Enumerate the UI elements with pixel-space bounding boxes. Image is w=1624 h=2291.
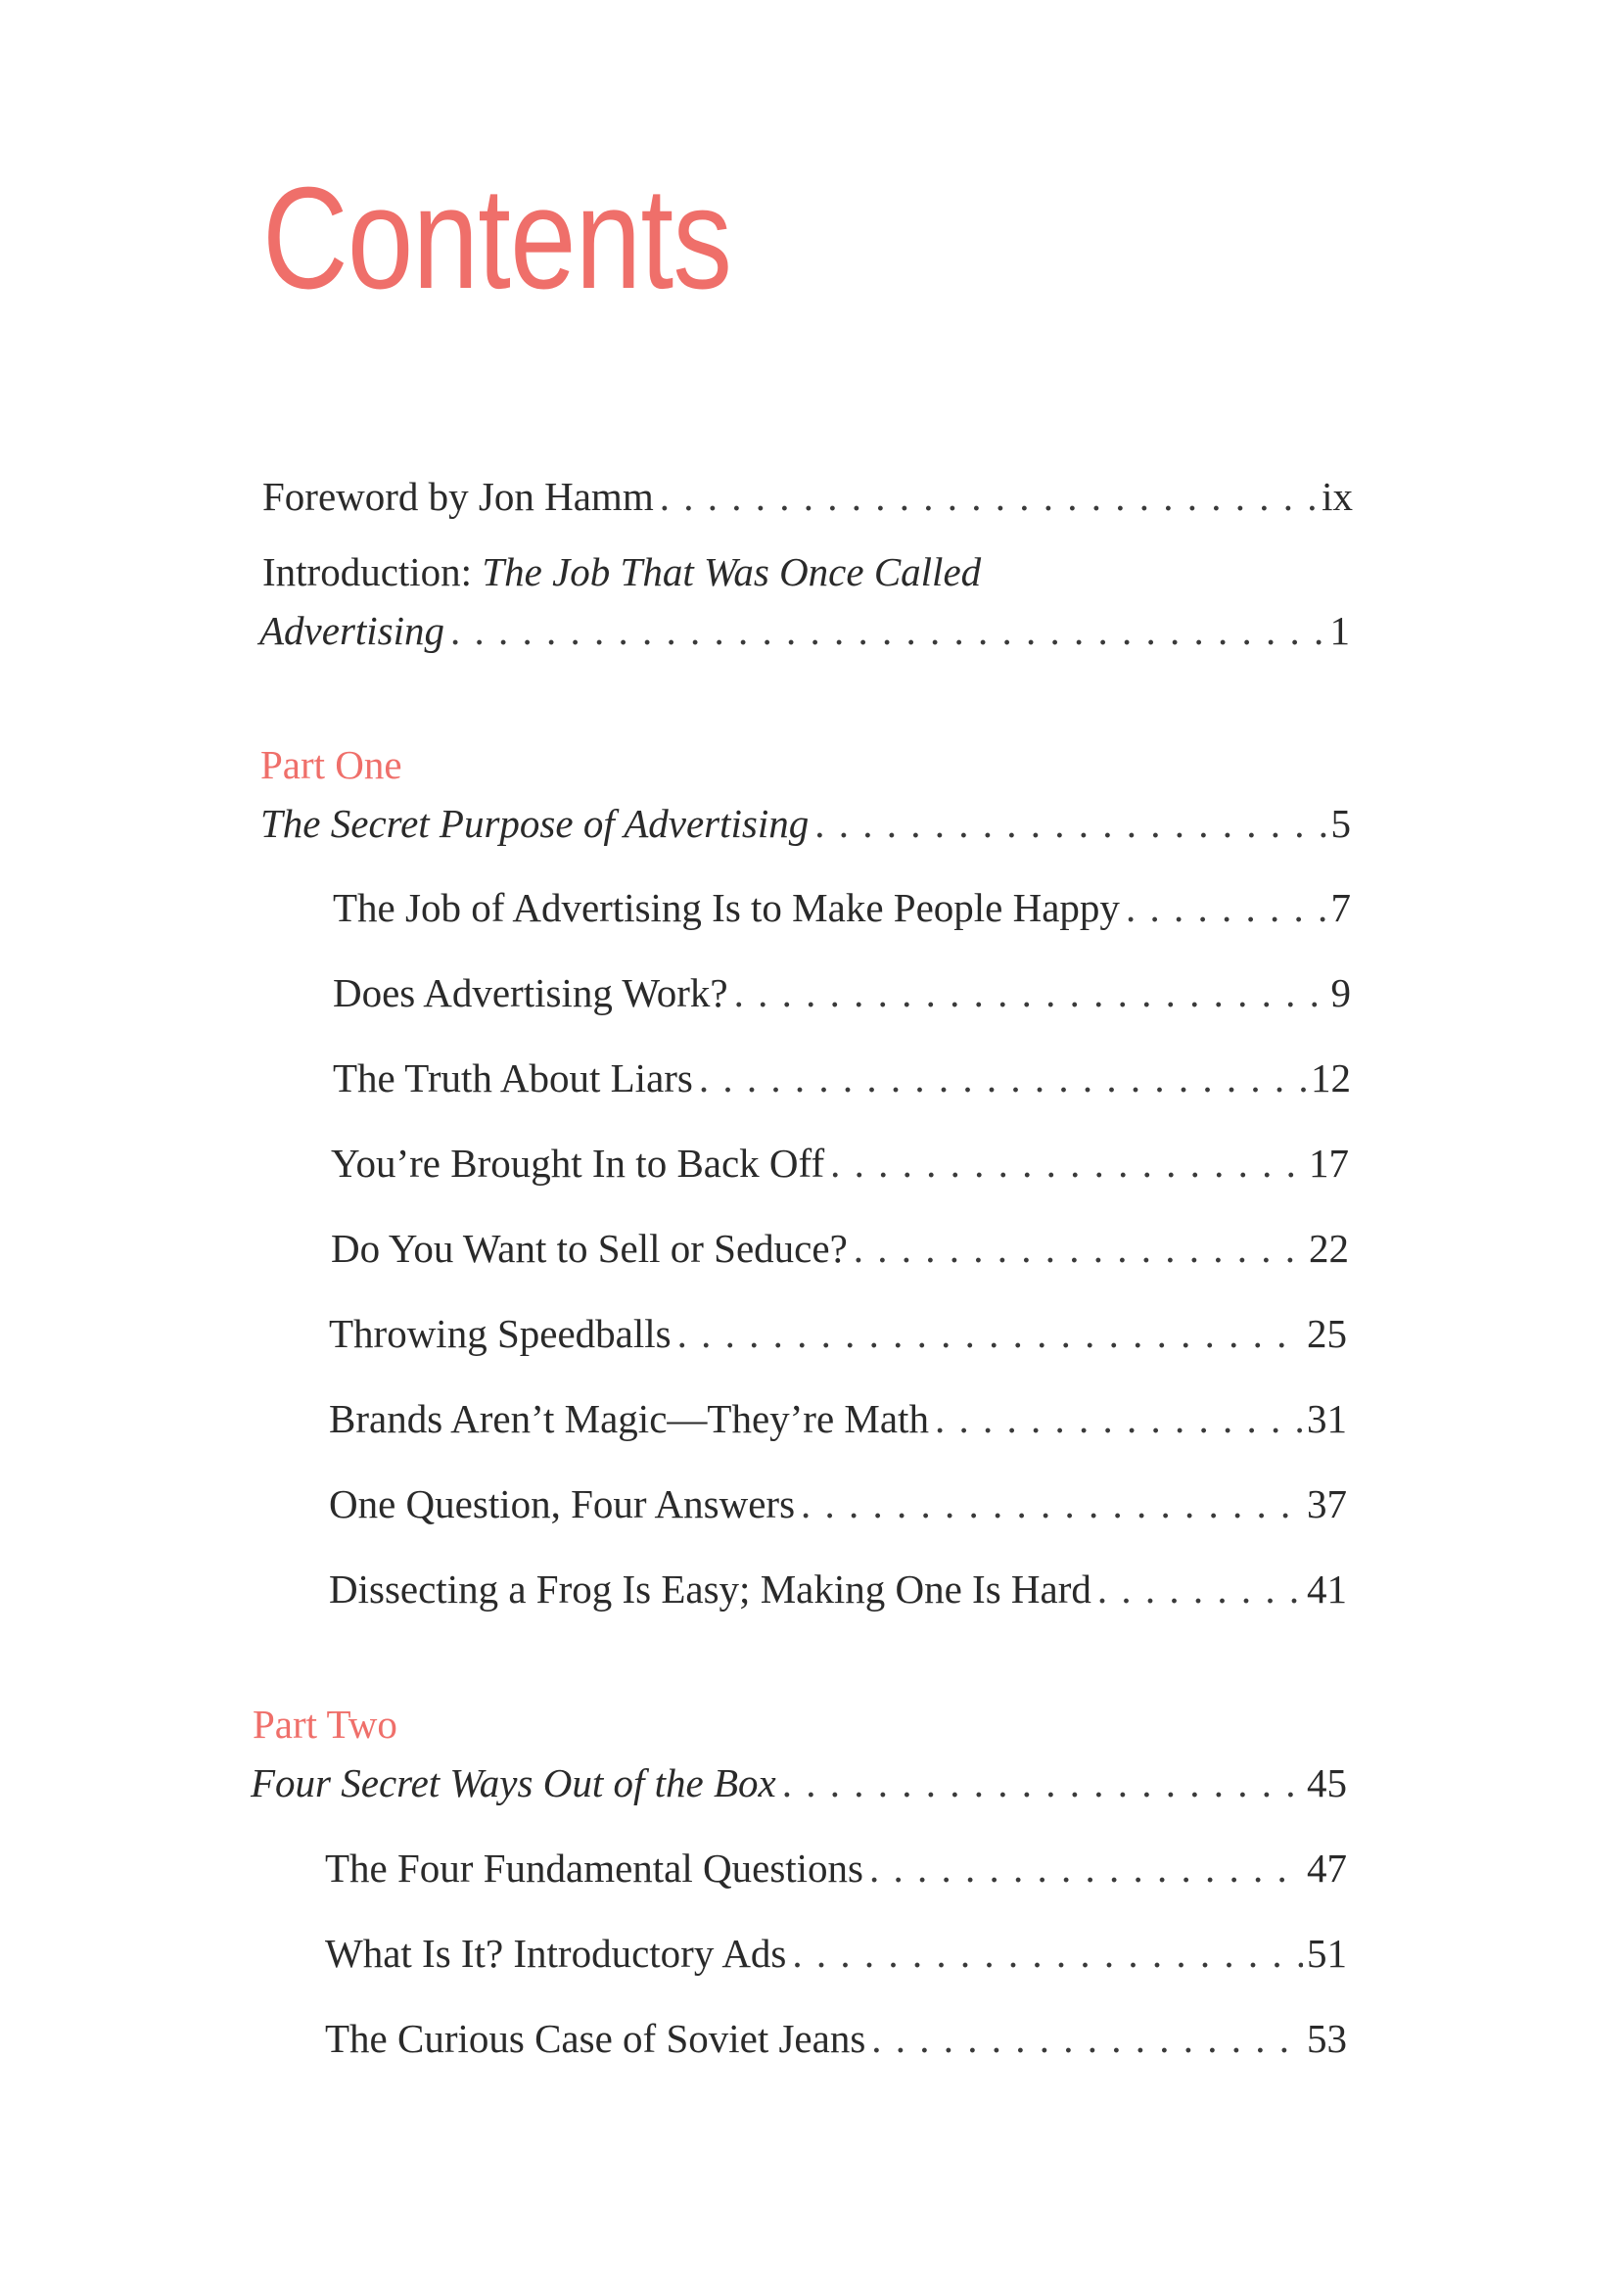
toc-entry-title: The Job of Advertising Is to Make People Happy	[333, 885, 1120, 930]
toc-entry-title: The Secret Purpose of Advertising	[260, 801, 810, 846]
toc-chapter[interactable]	[329, 1566, 1347, 1613]
toc-entry-title: Brands Aren’t Magic—They’re Math	[329, 1396, 929, 1441]
toc-entry-page: 7	[1330, 885, 1351, 930]
toc-entry-page: 1	[1329, 608, 1350, 653]
toc-entry-page: 47	[1307, 1846, 1347, 1891]
toc-entry-page: 37	[1307, 1481, 1347, 1526]
toc-chapter[interactable]	[325, 2015, 1347, 2063]
toc-entry-page: 17	[1309, 1141, 1349, 1186]
toc-entry-title: You’re Brought In to Back Off	[331, 1141, 825, 1186]
intro-title-line2: Advertising	[259, 608, 445, 653]
toc-entry-title: Do You Want to Sell or Seduce?	[331, 1226, 848, 1271]
toc-entry-introduction-line2[interactable]	[259, 607, 1350, 655]
dot-leader	[865, 2015, 1303, 2063]
dot-leader	[654, 473, 1318, 521]
toc-chapter[interactable]	[331, 1140, 1349, 1188]
toc-entry-title: The Curious Case of Soviet Jeans	[325, 2016, 866, 2061]
toc-entry-page: 12	[1311, 1055, 1351, 1100]
toc-entry-introduction-line1[interactable]	[262, 548, 981, 596]
dot-leader	[863, 1845, 1303, 1893]
toc-entry-title: The Four Fundamental Questions	[325, 1846, 864, 1891]
dot-leader	[929, 1395, 1303, 1443]
toc-entry-page: 22	[1309, 1226, 1349, 1271]
intro-title-line1: The Job That Was Once Called	[482, 549, 982, 594]
toc-entry-page: 31	[1307, 1396, 1347, 1441]
toc-entry-title: The Truth About Liars	[333, 1055, 693, 1100]
toc-chapter[interactable]	[331, 1225, 1349, 1273]
dot-leader	[1091, 1566, 1303, 1613]
toc-chapter[interactable]	[329, 1480, 1347, 1528]
toc-chapter[interactable]	[325, 1845, 1347, 1893]
toc-entry-title: Four Secret Ways Out of the Box	[251, 1760, 776, 1805]
dot-leader	[444, 607, 1325, 655]
toc-chapter[interactable]	[333, 1054, 1351, 1102]
toc-entry-page: 51	[1307, 1931, 1347, 1976]
toc-entry-page: ix	[1322, 474, 1353, 519]
dot-leader	[1120, 884, 1327, 932]
toc-part-two-title[interactable]	[251, 1759, 1347, 1807]
toc-entry-title: Does Advertising Work?	[333, 970, 728, 1015]
toc-entry-page: 45	[1307, 1760, 1347, 1805]
intro-label: Introduction:	[262, 549, 483, 594]
dot-leader	[848, 1225, 1305, 1273]
toc-chapter[interactable]	[333, 969, 1351, 1017]
dot-leader	[795, 1480, 1303, 1528]
toc-entry-foreword[interactable]	[262, 473, 1353, 521]
page-title: Contents	[262, 158, 732, 319]
toc-entry-title: Foreword by Jon Hamm	[262, 474, 654, 519]
dot-leader	[728, 969, 1327, 1017]
toc-entry-title: What Is It? Introductory Ads	[325, 1931, 787, 1976]
toc-entry-page: 5	[1330, 801, 1351, 846]
toc-chapter[interactable]	[333, 884, 1351, 932]
toc-entry-page: 53	[1307, 2016, 1347, 2061]
part-one-label: Part One	[260, 742, 402, 787]
toc-chapter[interactable]	[329, 1395, 1347, 1443]
dot-leader	[809, 800, 1326, 848]
dot-leader	[693, 1054, 1307, 1102]
toc-entry-page: 25	[1307, 1311, 1347, 1356]
dot-leader	[672, 1310, 1303, 1358]
toc-entry-page: 41	[1307, 1566, 1347, 1612]
dot-leader	[824, 1140, 1305, 1188]
toc-part-one-title[interactable]	[260, 800, 1351, 848]
toc-entry-title: One Question, Four Answers	[329, 1481, 796, 1526]
dot-leader	[786, 1930, 1303, 1978]
toc-entry-title: Throwing Speedballs	[329, 1311, 672, 1356]
toc-chapter[interactable]	[325, 1930, 1347, 1978]
toc-entry-page: 9	[1330, 970, 1351, 1015]
part-two-label: Part Two	[253, 1702, 397, 1747]
toc-chapter[interactable]	[329, 1310, 1347, 1358]
toc-entry-title: Dissecting a Frog Is Easy; Making One Is Hard	[329, 1566, 1091, 1612]
dot-leader	[776, 1759, 1303, 1807]
